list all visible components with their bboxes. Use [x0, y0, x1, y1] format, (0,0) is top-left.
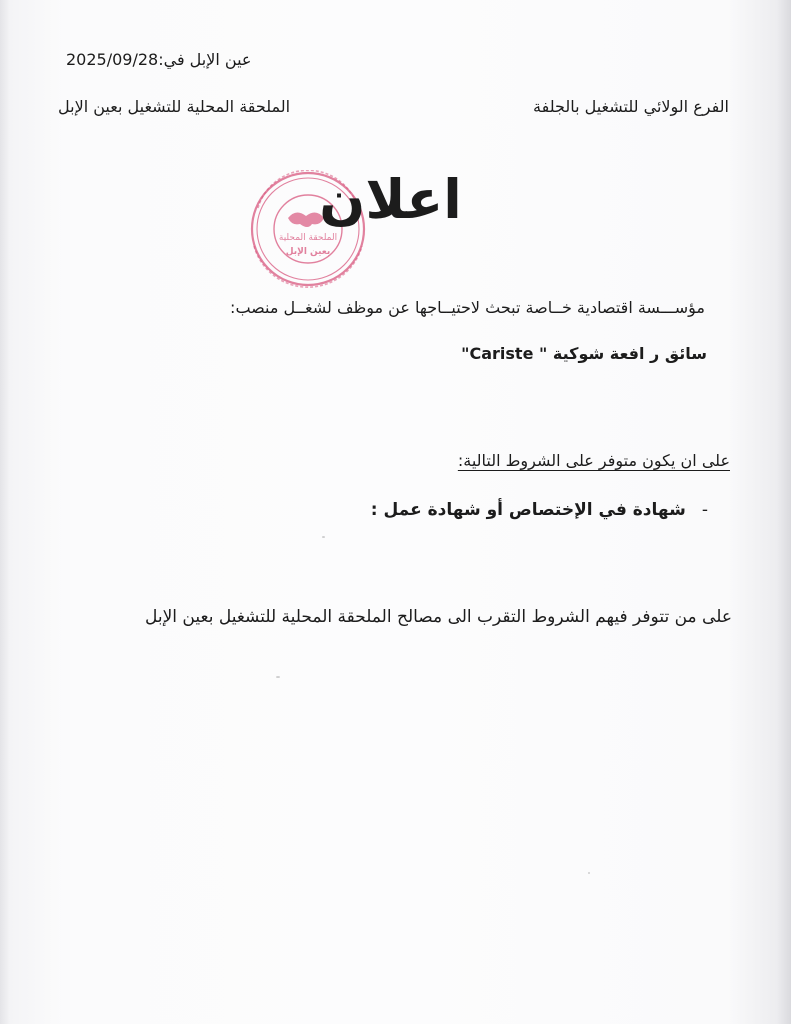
condition-text: شهادة في الإختصاص أو شهادة عمل :: [370, 500, 686, 520]
closing-instruction: على من تتوفر فيهم الشروط التقرب الى مصالح الملحقة المحلية للتشغيل بعين الإبل: [145, 607, 732, 627]
page-right-edge-shadow: [777, 0, 791, 1024]
scan-speck: [276, 676, 280, 678]
page-left-edge-shadow: [0, 0, 10, 1024]
stamp-bottom-text: بعين الإبل: [285, 247, 331, 257]
local-annex-label: الملحقة المحلية للتشغيل بعين الإبل: [58, 97, 291, 116]
announcement-title-text: اعلان: [319, 168, 462, 231]
condition-item: [371, 500, 708, 520]
job-position-text: سائق ر افعة شوكية " Cariste": [461, 344, 707, 363]
announcement-title: [0, 168, 791, 231]
scan-speck: [322, 536, 325, 538]
stamp-center-text: الملحقة المحلية: [278, 233, 338, 243]
branch-office-label: الفرع الولائي للتشغيل بالجلفة: [533, 97, 729, 116]
date-line: عين الإبل في:2025/09/28: [66, 50, 252, 69]
conditions-heading: على ان يكون متوفر على الشروط التالية:: [457, 451, 730, 470]
scan-speck: [588, 872, 590, 874]
job-intro-text: مؤســـسة اقتصادية خــاصة تبحث لاحتيــاجها عن موظف لشغــل منصب:: [230, 298, 705, 317]
condition-bullet: -: [701, 500, 708, 520]
